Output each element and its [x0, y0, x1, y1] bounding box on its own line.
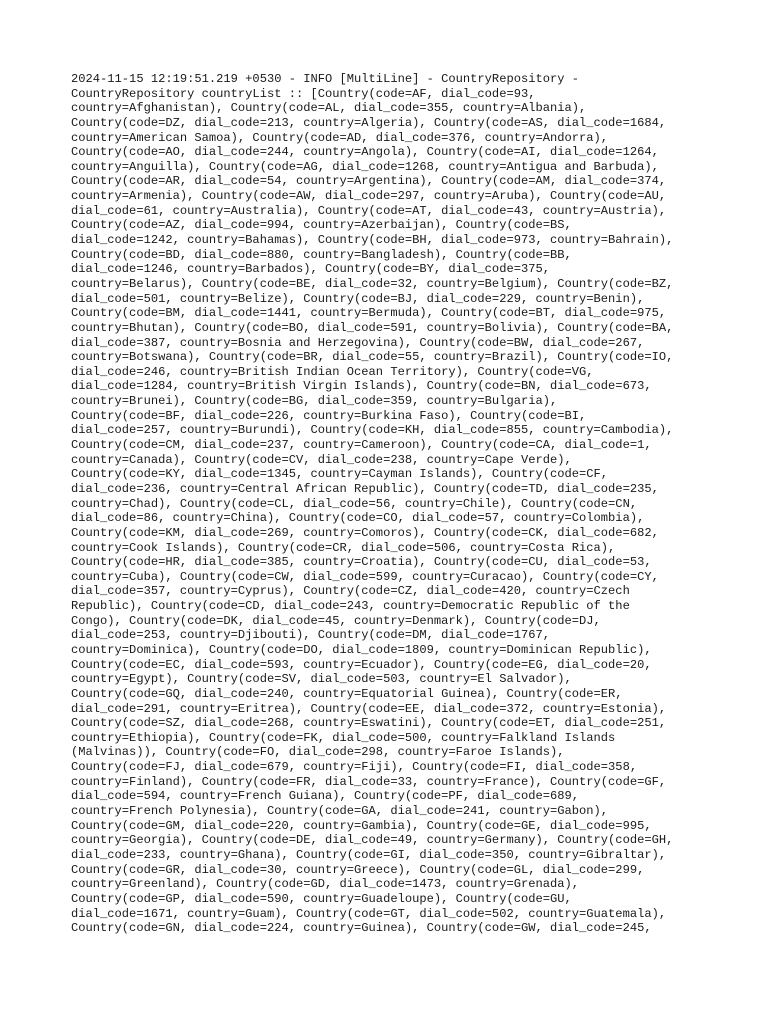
log-line: dial_code=246, country=British Indian Ocean Territory), Country(code=VG,: [71, 364, 594, 379]
log-line: Country(code=GP, dial_code=590, country=Guadeloupe), Country(code=GU,: [71, 891, 572, 906]
log-line: dial_code=1671, country=Guam), Country(code=GT, dial_code=502, country=Guatemala),: [71, 906, 667, 921]
log-line: dial_code=61, country=Australia), Country(code=AT, dial_code=43, country=Austria),: [71, 203, 667, 218]
log-line: Republic), Country(code=CD, dial_code=243, country=Democratic Republic of the: [71, 599, 630, 614]
log-line: dial_code=233, country=Ghana), Country(code=GI, dial_code=350, country=Gibraltar),: [71, 847, 667, 862]
log-line: Country(code=AZ, dial_code=994, country=Azerbaijan), Country(code=BS,: [71, 218, 572, 233]
log-line: dial_code=291, country=Eritrea), Country(code=EE, dial_code=372, country=Estonia),: [71, 701, 667, 716]
log-line: country=Afghanistan), Country(code=AL, dial_code=355, country=Albania),: [71, 101, 587, 116]
log-line: country=Brunei), Country(code=BG, dial_code=359, country=Bulgaria),: [71, 394, 558, 409]
log-line: dial_code=387, country=Bosnia and Herzegovina), Country(code=BW, dial_code=267,: [71, 335, 645, 350]
log-line: Country(code=BM, dial_code=1441, country=Bermuda), Country(code=BT, dial_code=975,: [71, 306, 667, 321]
log-line: Country(code=EC, dial_code=593, country=Ecuador), Country(code=EG, dial_code=20,: [71, 657, 652, 672]
log-line: (Malvinas)), Country(code=FO, dial_code=298, country=Faroe Islands),: [71, 745, 565, 760]
log-line: country=Armenia), Country(code=AW, dial_code=297, country=Aruba), Country(code=AU,: [71, 189, 667, 204]
log-line: Country(code=GR, dial_code=30, country=Greece), Country(code=GL, dial_code=299,: [71, 862, 645, 877]
log-line: Country(code=AR, dial_code=54, country=Argentina), Country(code=AM, dial_code=374,: [71, 174, 667, 189]
log-line: country=Greenland), Country(code=GD, dial_code=1473, country=Grenada),: [71, 877, 580, 892]
log-line: Country(code=BF, dial_code=226, country=Burkina Faso), Country(code=BI,: [71, 408, 587, 423]
log-line: country=Cuba), Country(code=CW, dial_code=599, country=Curacao), Country(code=CY,: [71, 569, 659, 584]
log-line: Country(code=BD, dial_code=880, country=Bangladesh), Country(code=BB,: [71, 247, 572, 262]
log-line: dial_code=236, country=Central African Republic), Country(code=TD, dial_code=235,: [71, 481, 659, 496]
log-line: Country(code=HR, dial_code=385, country=Croatia), Country(code=CU, dial_code=53,: [71, 555, 652, 570]
log-line: dial_code=86, country=China), Country(code=CO, dial_code=57, country=Colombia),: [71, 511, 645, 526]
log-line: dial_code=253, country=Djibouti), Country(code=DM, dial_code=1767,: [71, 628, 550, 643]
log-line: Country(code=GN, dial_code=224, country=Guinea), Country(code=GW, dial_code=245,: [71, 921, 652, 936]
log-line: country=Dominica), Country(code=DO, dial_code=1809, country=Dominican Republic),: [71, 642, 652, 657]
log-line: country=American Samoa), Country(code=AD, dial_code=376, country=Andorra),: [71, 130, 609, 145]
log-line: dial_code=594, country=French Guiana), Country(code=PF, dial_code=689,: [71, 789, 580, 804]
log-line: dial_code=1284, country=British Virgin Islands), Country(code=BN, dial_code=673,: [71, 379, 652, 394]
log-line: country=Egypt), Country(code=SV, dial_code=503, country=El Salvador),: [71, 672, 572, 687]
log-line: country=Ethiopia), Country(code=FK, dial_code=500, country=Falkland Islands: [71, 730, 616, 745]
log-line: country=Botswana), Country(code=BR, dial_code=55, country=Brazil), Country(code=IO,: [71, 350, 674, 365]
log-line: dial_code=1246, country=Barbados), Country(code=BY, dial_code=375,: [71, 262, 550, 277]
log-line: CountryRepository countryList :: [Country(code=AF, dial_code=93,: [71, 86, 536, 101]
log-line: Country(code=CM, dial_code=237, country=Cameroon), Country(code=CA, dial_code=1,: [71, 438, 652, 453]
log-line: country=Chad), Country(code=CL, dial_code=56, country=Chile), Country(code=CN,: [71, 496, 638, 511]
log-line: country=Georgia), Country(code=DE, dial_code=49, country=Germany), Country(code=GH,: [71, 833, 674, 848]
log-line: Country(code=GQ, dial_code=240, country=Equatorial Guinea), Country(code=ER,: [71, 686, 623, 701]
log-line: country=Finland), Country(code=FR, dial_code=33, country=France), Country(code=GF,: [71, 774, 667, 789]
log-line: country=Canada), Country(code=CV, dial_code=238, country=Cape Verde),: [71, 452, 572, 467]
log-line: 2024-11-15 12:19:51.219 +0530 - INFO [MultiLine] - CountryRepository -: [71, 72, 580, 86]
log-line: Country(code=SZ, dial_code=268, country=Eswatini), Country(code=ET, dial_code=251,: [71, 716, 667, 731]
log-line: Country(code=DZ, dial_code=213, country=Algeria), Country(code=AS, dial_code=1684,: [71, 115, 667, 130]
log-line: dial_code=357, country=Cyprus), Country(code=CZ, dial_code=420, country=Czech: [71, 584, 630, 599]
log-line: Congo), Country(code=DK, dial_code=45, country=Denmark), Country(code=DJ,: [71, 613, 601, 628]
log-line: country=Cook Islands), Country(code=CR, dial_code=506, country=Costa Rica),: [71, 540, 616, 555]
log-line: country=Anguilla), Country(code=AG, dial_code=1268, country=Antigua and Barbuda),: [71, 159, 659, 174]
log-line: country=Belarus), Country(code=BE, dial_code=32, country=Belgium), Country(code=BZ,: [71, 276, 674, 291]
log-line: country=French Polynesia), Country(code=GA, dial_code=241, country=Gabon),: [71, 804, 609, 819]
log-line: Country(code=KY, dial_code=1345, country=Cayman Islands), Country(code=CF,: [71, 467, 609, 482]
log-line: country=Bhutan), Country(code=BO, dial_code=591, country=Bolivia), Country(code=BA,: [71, 320, 674, 335]
log-line: dial_code=501, country=Belize), Country(code=BJ, dial_code=229, country=Benin),: [71, 291, 645, 306]
log-line: dial_code=257, country=Burundi), Country(code=KH, dial_code=855, country=Cambodia),: [71, 423, 674, 438]
log-line: Country(code=GM, dial_code=220, country=Gambia), Country(code=GE, dial_code=995,: [71, 818, 652, 833]
log-line: dial_code=1242, country=Bahamas), Country(code=BH, dial_code=973, country=Bahrain),: [71, 233, 674, 248]
log-line: Country(code=FJ, dial_code=679, country=Fiji), Country(code=FI, dial_code=358,: [71, 760, 638, 775]
log-line: Country(code=AO, dial_code=244, country=Angola), Country(code=AI, dial_code=1264,: [71, 145, 659, 160]
log-line: Country(code=KM, dial_code=269, country=Comoros), Country(code=CK, dial_code=682,: [71, 525, 659, 540]
log-text-block: [71, 72, 711, 936]
